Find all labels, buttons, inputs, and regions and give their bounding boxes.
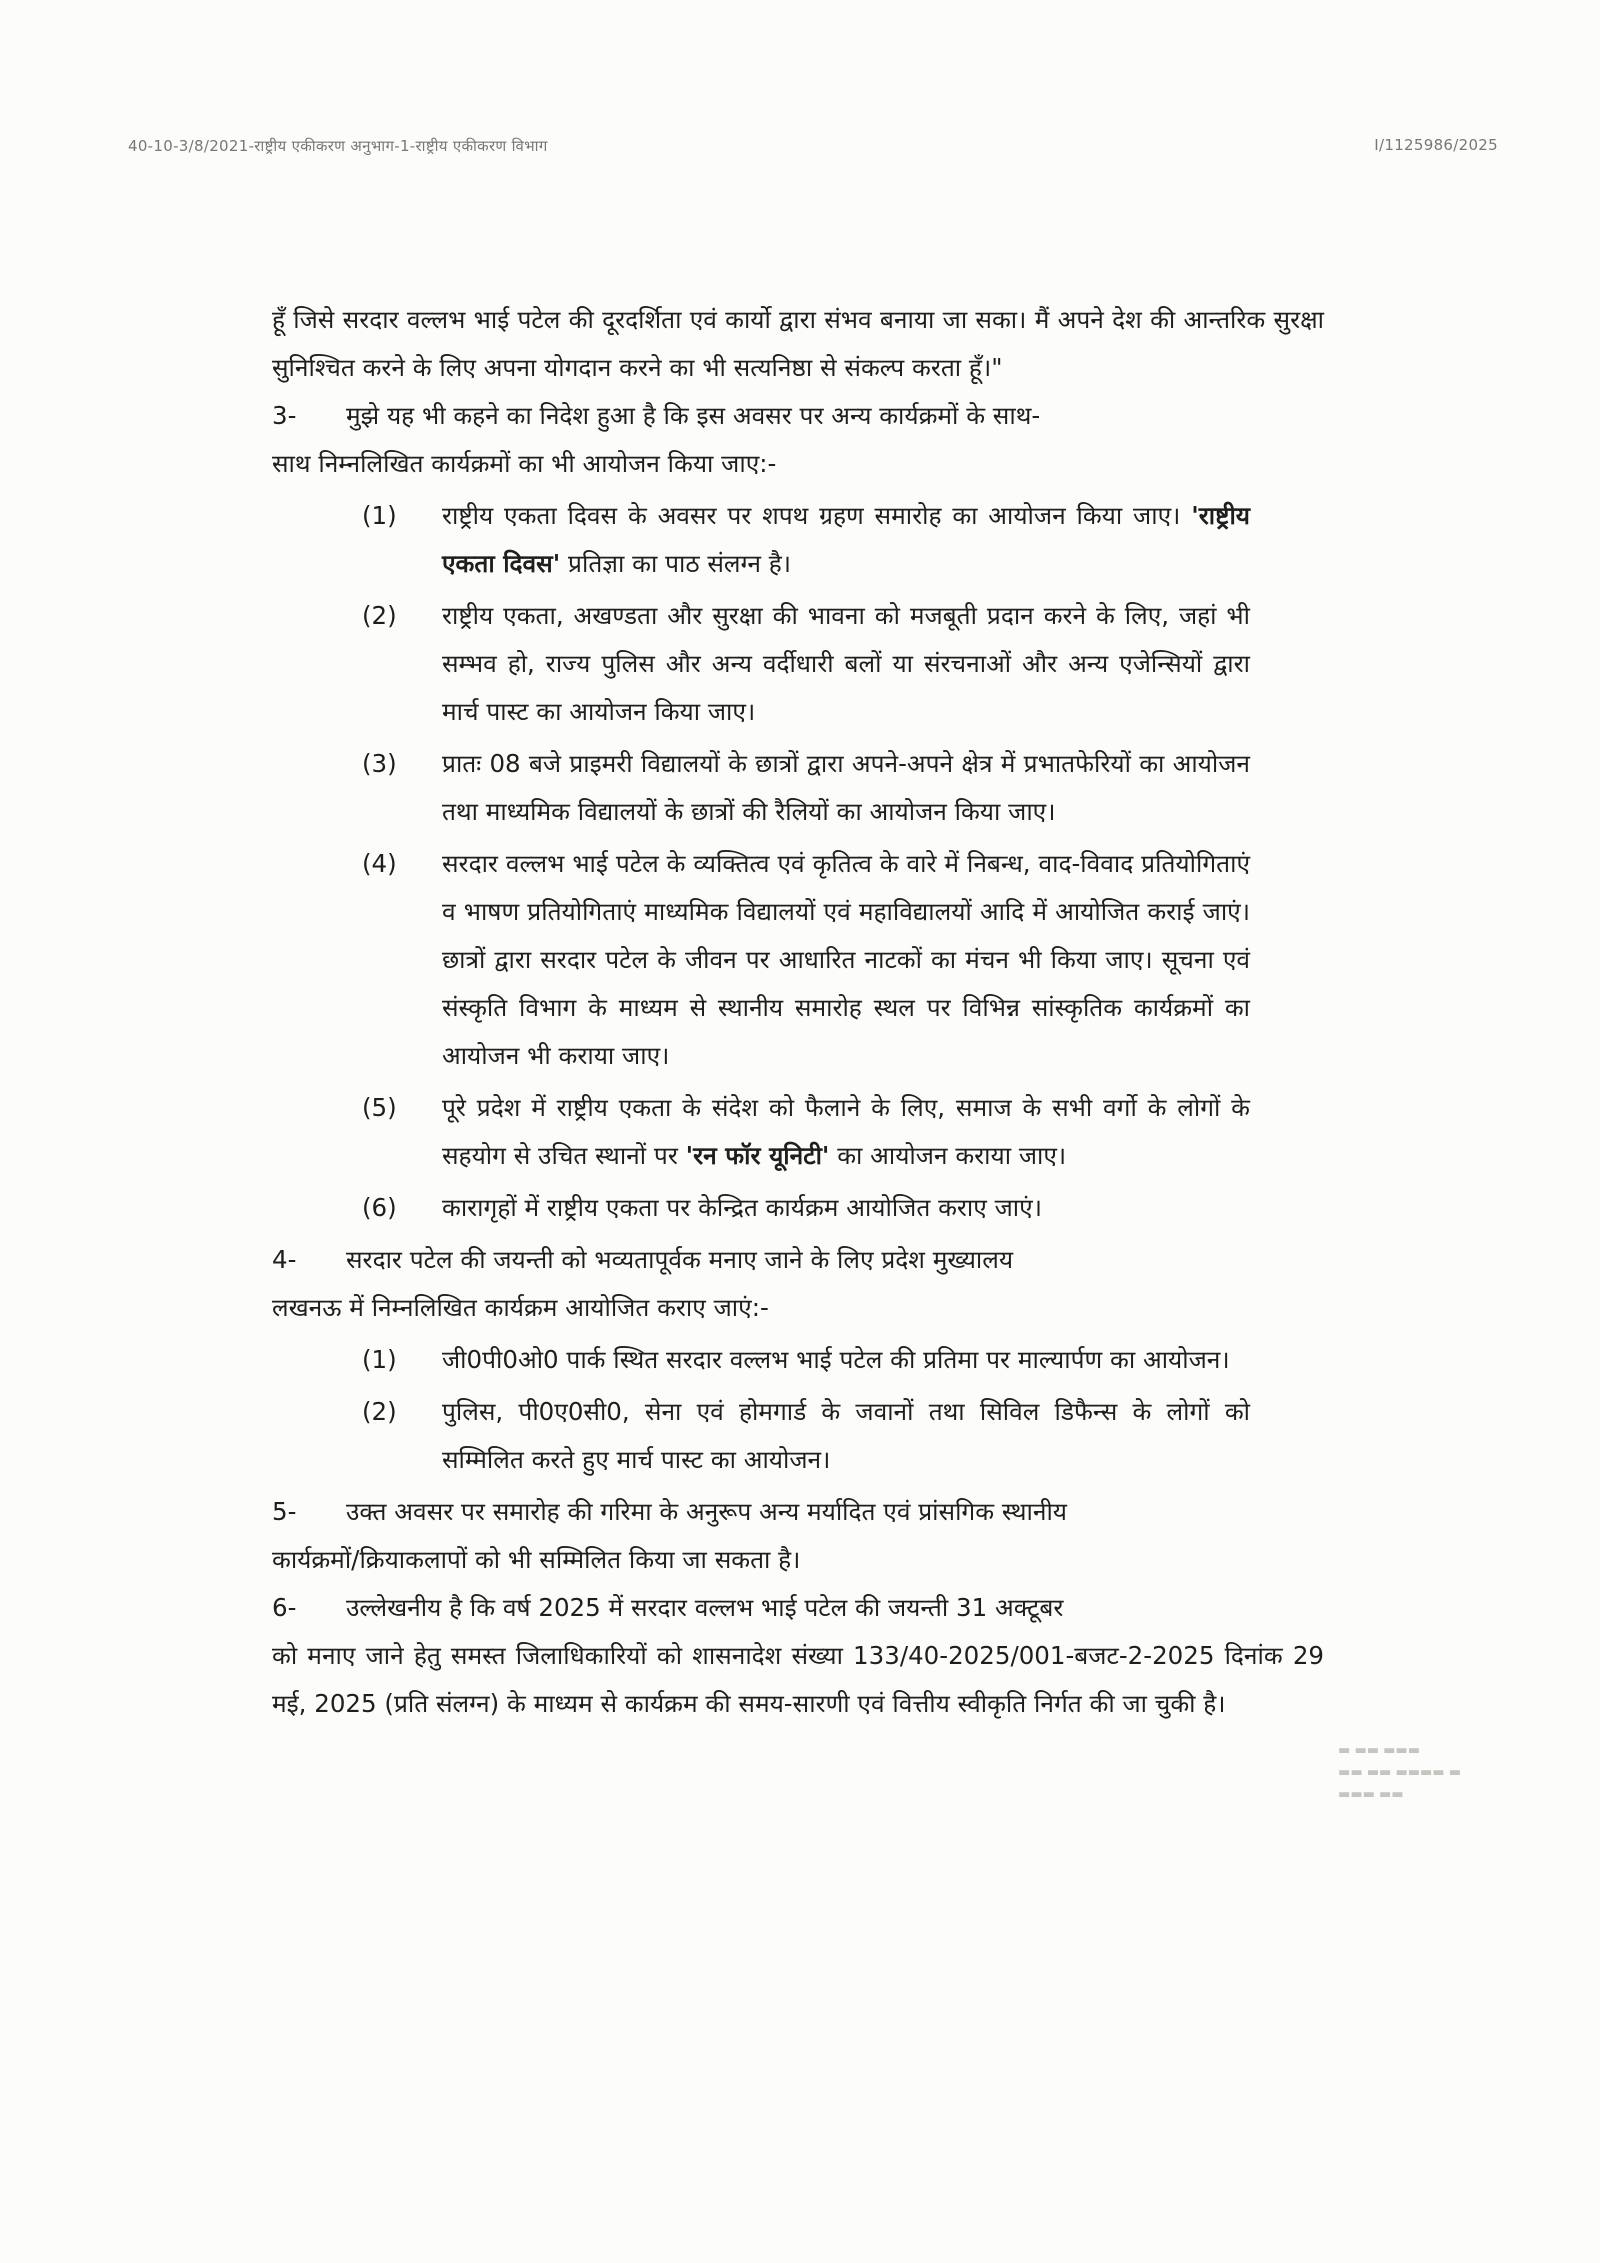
section-4-first-line [272,1236,1324,1284]
file-reference-header: 40-10-3/8/2021-राष्ट्रीय एकीकरण अनुभाग-1-राष्ट्रीय एकीकरण विभाग [128,137,548,155]
section-6-continuation: को मनाए जाने हेतु समस्त जिलाधिकारियों को शासनादेश संख्या 133/40-2025/001-बजट-2-2025 दिनांक 29 मई, 2025 (प्रति संलग्न) के माध्यम से कार्यक्रम की समय-सारणी एवं वित्तीय स्वीकृति निर्गत की जा चुकी है। [272,1641,1324,1718]
item-number: (2) [362,601,397,630]
item-text: सरदार वल्लभ भाई पटेल के व्यक्तित्व एवं कृतित्व के वारे में निबन्ध, वाद-विवाद प्रतियोगिताएं व भाषण प्रतियोगिताएं माध्यमिक विद्यालयों एवं महाविद्यालयों आदि में आयोजित कराई जाएं। छात्रों द्वारा सरदार पटेल के जीवन पर आधारित नाटकों का मंचन भी किया जाए। सूचना एवं संस्कृति विभाग के माध्यम से स्थानीय समारोह स्थल पर विभिन्न सांस्कृतिक कार्यक्रमों का आयोजन भी कराया जाए। [442,849,1251,1070]
section-5-continuation: कार्यक्रमों/क्रियाकलापों को भी सम्मिलित किया जा सकता है। [272,1545,801,1574]
item-text: कारागृहों में राष्ट्रीय एकता पर केन्द्रित कार्यक्रम आयोजित कराए जाएं। [442,1193,1042,1222]
section-text: उक्त अवसर पर समारोह की गरिमा के अनुरूप अन्य मर्यादित एवं प्रांसगिक स्थानीय [346,1497,1068,1526]
reverse-side-bleed-through: ▬▬▬ ▬▬ ▬ ▬ ▬▬▬▬ ▬▬ ▬▬ ▬▬ ▬▬▬ [1338,1743,1461,1802]
section-number: 6- [272,1593,297,1622]
list-item [362,592,1324,736]
item-text [442,492,1250,588]
item-text [442,1084,1250,1180]
section-number: 5- [272,1497,297,1526]
item-text-part: पूरे प्रदेश में राष्ट्रीय एकता के संदेश को फैलाने के लिए, समाज के सभी वर्गो के लोगों के सहयोग से उचित स्थानों पर [442,1093,1250,1170]
section-text: उल्लेखनीय है कि वर्ष 2025 में सरदार वल्लभ भाई पटेल की जयन्ती 31 अक्टूबर [346,1593,1064,1622]
list-item [362,740,1324,836]
section-5-first-line [272,1488,1324,1536]
item-text: राष्ट्रीय एकता, अखण्डता और सुरक्षा की भावना को मजबूती प्रदान करने के लिए, जहां भी सम्भव हो, राज्य पुलिस और अन्य वर्दीधारी बलों या संरचनाओं और अन्य एजेन्सियों द्वारा मार्च पास्ट का आयोजन किया जाए। [442,601,1250,726]
item-number: (5) [362,1093,397,1122]
item-text-part: प्रतिज्ञा का पाठ संलग्न है। [560,549,792,578]
list-item [362,1084,1324,1180]
item-number: (2) [362,1397,397,1426]
section-text: मुझे यह भी कहने का निदेश हुआ है कि इस अवसर पर अन्य कार्यक्रमों के साथ- [346,401,1041,430]
item-text: जी0पी0ओ0 पार्क स्थित सरदार वल्लभ भाई पटेल की प्रतिमा पर माल्यार्पण का आयोजन। [442,1345,1230,1374]
section-3-first-line [272,392,1324,440]
item-text-part: का आयोजन कराया जाए। [829,1141,1067,1170]
section-number: 3- [272,401,297,430]
item-text: पुलिस, पी0ए0सी0, सेना एवं होमगार्ड के जवानों तथा सिविल डिफैन्स के लोगों को सम्मिलित करते हुए मार्च पास्ट का आयोजन। [442,1397,1250,1474]
section-4-continuation: लखनऊ में निम्नलिखित कार्यक्रम आयोजित कराए जाएं:- [272,1293,769,1322]
item-text-part: राष्ट्रीय एकता दिवस के अवसर पर शपथ ग्रहण समारोह का आयोजन किया जाए। [442,501,1192,530]
list-item [362,1388,1324,1484]
section-text: सरदार पटेल की जयन्ती को भव्यतापूर्वक मनाए जाने के लिए प्रदेश मुख्यालय [346,1245,1014,1274]
item-text: प्रातः 08 बजे प्राइमरी विद्यालयों के छात्रों द्वारा अपने-अपने क्षेत्र में प्रभातफेरियों का आयोजन तथा माध्यमिक विद्यालयों के छात्रों की रैलियों का आयोजन किया जाए। [442,749,1250,826]
item-number: (3) [362,749,397,778]
document-number-header: I/1125986/2025 [1374,136,1498,154]
section-number: 4- [272,1245,297,1274]
list-item [362,1184,1324,1232]
item-number: (4) [362,849,397,878]
item-number: (1) [362,1345,397,1374]
section-6-first-line [272,1584,1324,1632]
list-item [362,840,1324,1080]
list-item [362,492,1324,588]
pledge-title-bold: 'राष्ट्रीय एकता दिवस' [442,501,1250,578]
item-number: (6) [362,1193,397,1222]
run-for-unity-bold: 'रन फॉर यूनिटी' [685,1141,830,1170]
item-number: (1) [362,501,397,530]
section-3-continuation: साथ निम्नलिखित कार्यक्रमों का भी आयोजन किया जाए:- [272,449,777,478]
list-item [362,1336,1324,1384]
pledge-continuation: हूँ जिसे सरदार वल्लभ भाई पटेल की दूरदर्शिता एवं कार्यो द्वारा संभव बनाया जा सका। मैं अपने देश की आन्तरिक सुरक्षा सुनिश्चित करने के लिए अपना योगदान करने का भी सत्यनिष्ठा से संकल्प करता हूँ।" [272,305,1324,382]
letter-body [272,296,1324,1728]
